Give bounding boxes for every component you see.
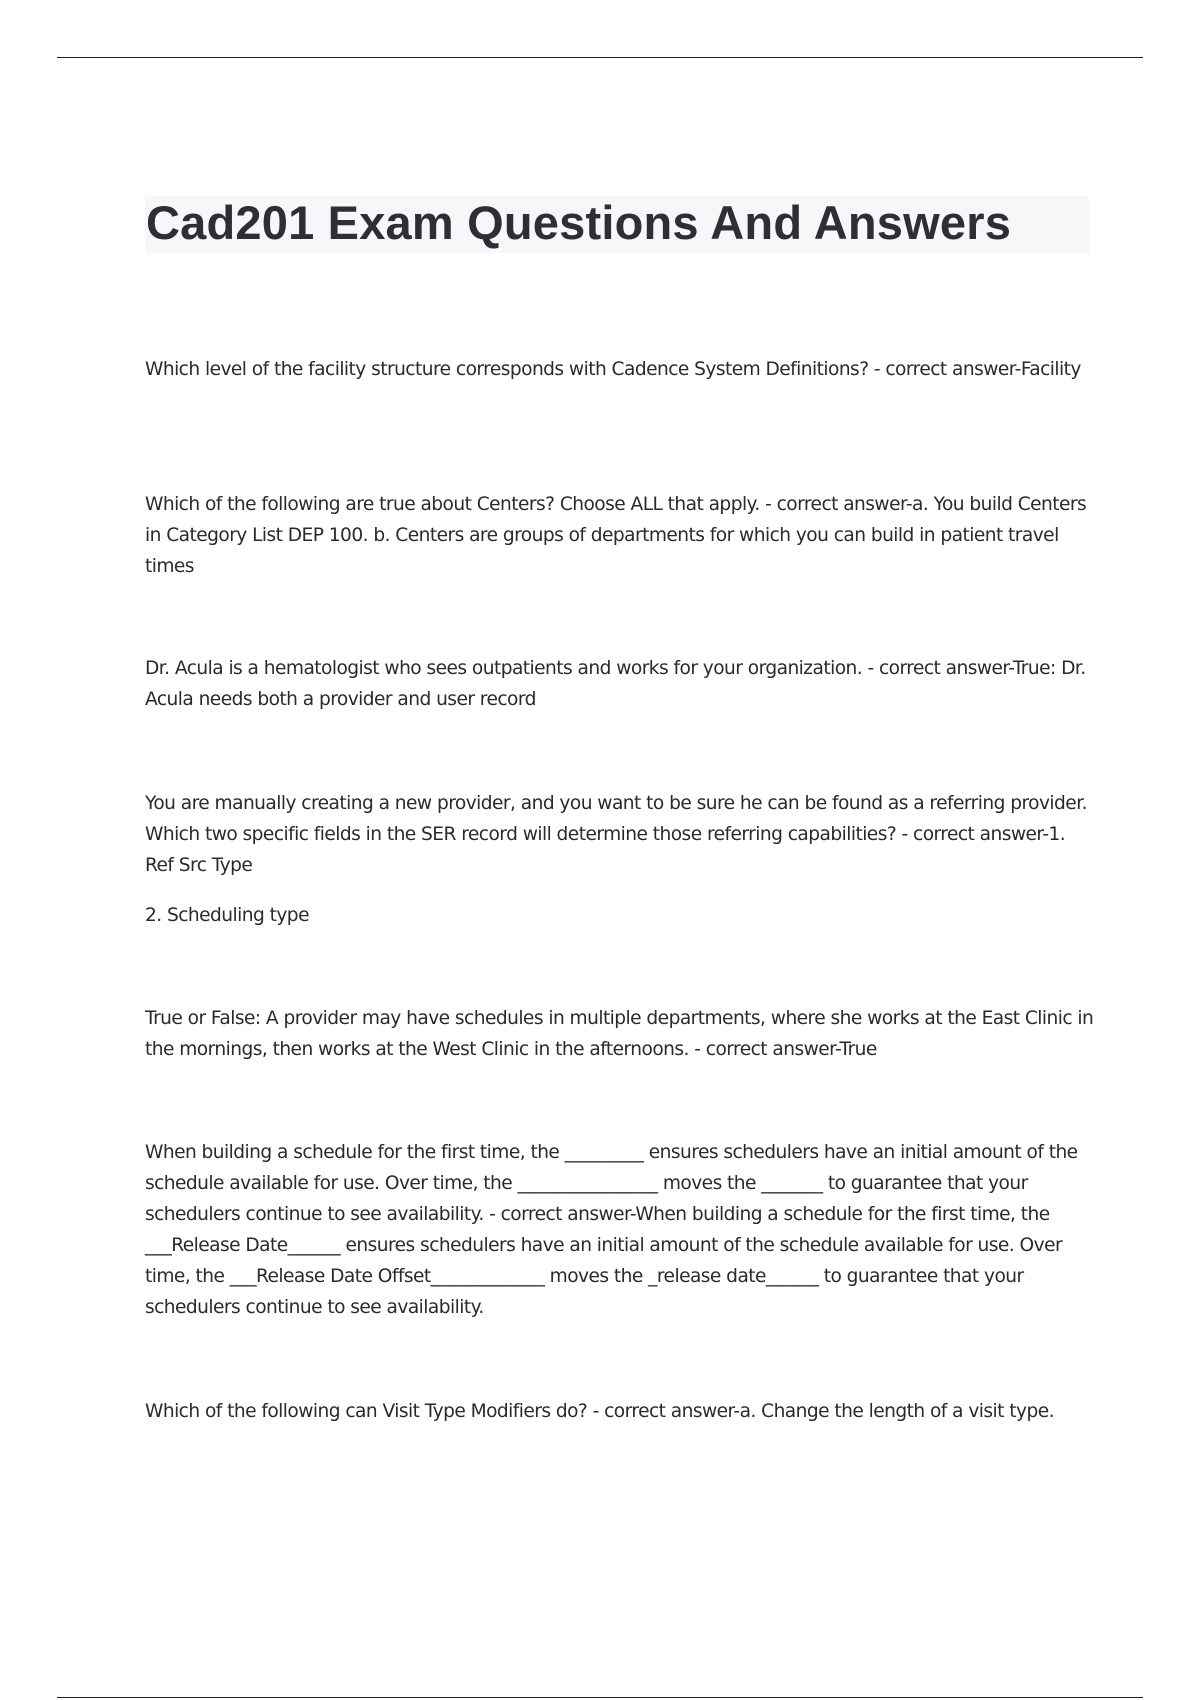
qa-text: When building a schedule for the first time, the _________ ensures schedulers have an initial amount of the schedule available for use. Over time, the ________________ moves the _______ to guarantee that your schedulers continue to see availability. - correct answer-When building a schedule for the first time, the ___Release Date______ ensures schedulers have an initial amount of the schedule available for use. Over time, the ___Release Date Offset_____________ moves the _release date______ to guarantee that your schedulers continue to see availability. [145, 1142, 1078, 1318]
qa-text: Dr. Acula is a hematologist who sees outpatients and works for your organization. - correct answer-True: Dr. Acula needs both a provider and user record [145, 658, 1086, 710]
qa-text-continuation: 2. Scheduling type [145, 905, 309, 926]
qa-text: Which level of the facility structure corresponds with Cadence System Definitions? - correct answer-Facility [145, 359, 1081, 380]
qa-item-2 [145, 489, 1095, 582]
qa-text: You are manually creating a new provider, and you want to be sure he can be found as a referring provider. Which two specific fields in the SER record will determine those referring capabilities? - correct answer-1. Ref Src Type [145, 793, 1087, 876]
qa-text: True or False: A provider may have schedules in multiple departments, where she works at the East Clinic in the mornings, then works at the West Clinic in the afternoons. - correct answer-True [145, 1008, 1094, 1060]
qa-item-4 [145, 788, 1095, 931]
qa-item-1 [145, 354, 1095, 385]
qa-item-6 [145, 1137, 1095, 1323]
qa-text: Which of the following can Visit Type Modifiers do? - correct answer-a. Change the length of a visit type. [145, 1401, 1054, 1422]
qa-item-3 [145, 653, 1095, 715]
qa-text: Which of the following are true about Centers? Choose ALL that apply. - correct answer-a. You build Centers in Category List DEP 100. b. Centers are groups of departments for which you can build in patient travel times [145, 494, 1087, 577]
document-title: Cad201 Exam Questions And Answers [146, 196, 1012, 249]
top-rule [57, 57, 1143, 58]
qa-item-5 [145, 1003, 1095, 1065]
bottom-rule [57, 1697, 1143, 1698]
qa-item-7 [145, 1396, 1095, 1427]
